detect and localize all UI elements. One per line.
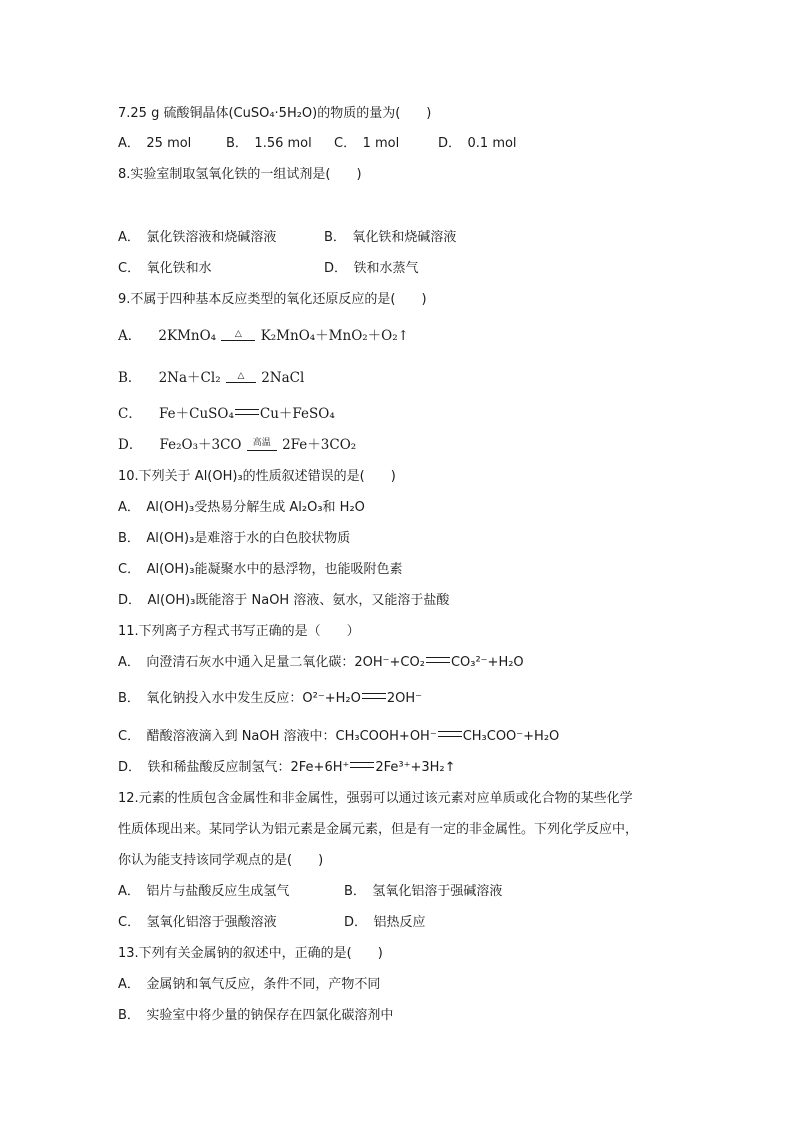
q11-option-d[interactable]: [118, 758, 456, 778]
q8-options-row2: [118, 259, 678, 279]
q9-option-c-label: C．: [118, 406, 142, 422]
q11-stem: 11.下列离子方程式书写正确的是（ ）: [118, 624, 360, 639]
q11-option-a[interactable]: [118, 653, 524, 673]
heat-condition-arrow: [226, 372, 256, 383]
q7-option-d[interactable]: D． 0.1 mol: [438, 136, 517, 151]
q12-stem-line-2: 性质体现出来。某同学认为铝元素是金属元素，但是有一定的非金属性。下列化学反应中，: [118, 822, 639, 837]
q9-option-b-right: 2NaCl: [261, 370, 305, 386]
q8-option-a[interactable]: A． 氯化铁溶液和烧碱溶液: [118, 230, 277, 245]
high-temp-condition-arrow: [247, 439, 277, 451]
q10-stem: 10.下列关于 Al(OH)₃的性质叙述错误的是( ): [118, 469, 396, 484]
heat-condition-symbol: △: [237, 371, 245, 381]
q9-option-b[interactable]: [118, 368, 304, 388]
q7-option-b[interactable]: B． 1.56 mol: [226, 136, 312, 151]
q11-option-a-lhs: A． 向澄清石灰水中通入足量二氧化碳：2OH⁻+CO₂: [118, 655, 425, 670]
high-temp-condition-text: 高温: [252, 438, 271, 448]
q10-option-a[interactable]: A． Al(OH)₃受热易分解生成 Al₂O₃和 H₂O: [118, 500, 365, 515]
equals-sign: [235, 409, 259, 415]
equals-sign: [362, 693, 386, 699]
q12-stem-line-1: 12.元素的性质包含金属性和非金属性，强弱可以通过该元素对应单质或化合物的某些化学: [118, 791, 633, 806]
q11-option-a-rhs: CO₃²⁻+H₂O: [450, 655, 524, 670]
reaction-bar: [221, 340, 255, 341]
q13-stem: 13.下列有关金属钠的叙述中，正确的是( ): [118, 946, 383, 961]
reaction-bar: [226, 382, 256, 383]
q13-option-a[interactable]: A． 金属钠和氧气反应，条件不同，产物不同: [118, 977, 381, 992]
q8-option-c[interactable]: C． 氧化铁和水: [118, 261, 212, 276]
q13-option-b[interactable]: B． 实验室中将少量的钠保存在四氯化碳溶剂中: [118, 1008, 394, 1023]
q9-option-a-left: 2KMnO₄: [158, 328, 217, 344]
q11-option-c-lhs: C． 醋酸溶液滴入到 NaOH 溶液中：CH₃COOH+OH⁻: [118, 729, 437, 744]
q12-option-c[interactable]: C． 氢氧化铝溶于强酸溶液: [118, 915, 277, 930]
q9-option-d[interactable]: [118, 435, 356, 455]
q7-options: [118, 134, 678, 154]
q12-stem-line-3: 你认为能支持该同学观点的是( ): [118, 853, 324, 868]
q11-option-d-rhs: 2Fe³⁺+3H₂↑: [375, 760, 456, 775]
q10-option-b[interactable]: B． Al(OH)₃是难溶于水的白色胶状物质: [118, 531, 351, 546]
q9-option-c-right: Cu＋FeSO₄: [259, 406, 335, 422]
heat-condition-symbol: △: [234, 329, 242, 339]
q9-stem: 9.不属于四种基本反应类型的氧化还原反应的是( ): [118, 292, 427, 307]
q12-options-row2: [118, 913, 678, 933]
equals-sign: [438, 731, 462, 737]
equals-sign: [350, 762, 374, 768]
q9-option-b-label: B．: [118, 370, 142, 386]
q9-option-a-label: A．: [118, 328, 142, 344]
q8-option-d[interactable]: D． 铁和水蒸气: [324, 261, 419, 276]
q9-option-c-left: Fe＋CuSO₄: [159, 406, 234, 422]
q12-option-d[interactable]: D． 铝热反应: [344, 915, 426, 930]
q11-option-b-rhs: 2OH⁻: [386, 691, 422, 706]
q11-option-d-lhs: D． 铁和稀盐酸反应制氢气：2Fe+6H⁺: [118, 760, 350, 775]
q9-option-d-right: 2Fe＋3CO₂: [282, 437, 357, 453]
q11-option-c[interactable]: [118, 727, 559, 747]
q12-options-row1: [118, 882, 678, 902]
q7-stem: 7.25 g 硫酸铜晶体(CuSO₄·5H₂O)的物质的量为( ): [118, 106, 432, 121]
q8-stem: 8.实验室制取氢氧化铁的一组试剂是( ): [118, 167, 362, 182]
equals-sign: [426, 657, 450, 663]
q11-option-b-lhs: B． 氧化钠投入水中发生反应：O²⁻+H₂O: [118, 691, 361, 706]
q9-option-d-left: Fe₂O₃＋3CO: [159, 437, 242, 453]
q11-option-c-rhs: CH₃COO⁻+H₂O: [462, 729, 560, 744]
q9-option-a-right: K₂MnO₄＋MnO₂＋O₂↑: [260, 328, 409, 344]
q9-option-b-left: 2Na＋Cl₂: [158, 370, 221, 386]
q9-option-a[interactable]: [118, 326, 409, 346]
q7-option-a[interactable]: A． 25 mol: [118, 136, 192, 151]
heat-condition-arrow: [221, 330, 255, 341]
q10-option-c[interactable]: C． Al(OH)₃能凝聚水中的悬浮物，也能吸附色素: [118, 562, 403, 577]
q11-option-b[interactable]: [118, 689, 422, 709]
q8-option-b[interactable]: B． 氧化铁和烧碱溶液: [324, 230, 457, 245]
reaction-bar: [247, 450, 277, 451]
q8-options-row1: [118, 228, 678, 248]
q9-option-d-label: D．: [118, 437, 143, 453]
q9-option-c[interactable]: [118, 404, 335, 424]
q12-option-a[interactable]: A． 铝片与盐酸反应生成氢气: [118, 884, 290, 899]
q12-option-b[interactable]: B． 氢氧化铝溶于强碱溶液: [344, 884, 503, 899]
q7-option-c[interactable]: C． 1 mol: [334, 136, 400, 151]
q10-option-d[interactable]: D． Al(OH)₃既能溶于 NaOH 溶液、氨水，又能溶于盐酸: [118, 593, 450, 608]
